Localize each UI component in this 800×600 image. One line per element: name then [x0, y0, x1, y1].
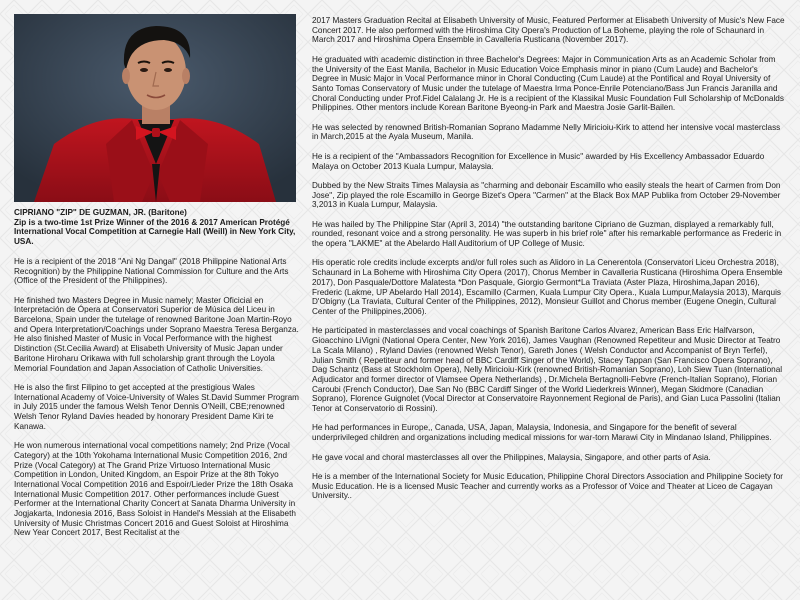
left-column	[14, 208, 300, 596]
bio-paragraph: He is also the first Filipino to get accepted at the prestigious Wales International Academy of Voice-University of Wales St.David Summer Program in July 2015 under the famous Welsh Tenor Dennis O'Neill, CBE;renowned Welsh Tenor Ryland Davies headed by honorary President Dame Kiri te Kanawa.	[14, 382, 300, 431]
bio-paragraph: He gave vocal and choral masterclasses all over the Philippines, Malaysia, Singapore, and other parts of Asia.	[312, 452, 711, 462]
caption	[14, 208, 300, 247]
bio-paragraph: He finished two Masters Degree in Music namely; Master Oficicial en Interpretación de Ópera at Conservatori Superior de Música del Liceu in Barcelona, Spain under the tutelage of renowned Baritone Joan Martin-Royo and Opera Interpretation/Coachings under Soprano Maestra Teresa Berganza. He also finished Master of Music in Vocal Performance with the highest Distinction (St.Cecilia Award) at Elisabeth University of Music Japan under Baritone Hiroharu Orikawa with full scholarship grant through the Loyola Memorial Foundation and Japan Association of Catholic Universities.	[14, 295, 299, 373]
bio-paragraph: 2017 Masters Graduation Recital at Elisabeth University of Music, Featured Performer at Elisabeth University of Music's New Face Concert 2017. He also performed with the Hiroshima City Opera's Production of La Boheme, playing the role of Schaunard in March 2017 and Hiroshima Opera Ensemble in Cavalleria Rusticana (November 2017).	[312, 16, 785, 45]
bio-paragraph: He participated in masterclasses and vocal coachings of Spanish Baritone Carlos Alvarez, American Bass Eric Halfvarson, Gioacchino LiVigni (National Opera Center, New York 2016), James Vaughan (Renowned Repetiteur and Music Director at Teatro La Scala Milano) , Ryland Davies (renowned Welsh Tenor), Gareth Jones ( Welsh Conductor and Accompanist of Bryn Terfel), Julian Smith ( Repetiteur and former head of BBC Cardiff Singer of the World), Stacey Tappan (San Francisco Opera Soprano), Dag Schantz (Bass at Stockholm Opera), Nelly Miricioiu-Kirk (renowned British-Romanian Soprano), Loh Siew Tuan (International Adjudicator and former director of Vlamsee Opera Netherlands) , Dr.Michela Bertagnolli-Febvre (French-Italian Soprano), Florian Caroubi (French Conductor), Dae San No (BBC Cardiff Singer of the World Liederkreis Winner), Megan Skidmore (Canadian Soprano), Florence Guignolet (Vocal Director at Conservatoire Rayonnement Regional de Paris), and Gian Luca Passolini (Italian Tenor at Conservatorio di Rossini).	[312, 326, 783, 414]
bio-paragraph: He was hailed by The Philippine Star (April 3, 2014) "the outstanding baritone Cipriano de Guzman, displayed a remarkably full, rounded, resonant voice and a strong personality. He was superb in his brief role" after his remarkable performance as Frederic in the opera "LAKME" at the Abelardo Hall Auditorium of UP College of Music.	[312, 219, 782, 249]
bio-paragraph: He is a member of the International Society for Music Education, Philippine Choral Directors Association and Philippine Society for Music Education. He is a licensed Music Teacher and currently works as a Professor of Voice and Theater at Liceo de Cagayan University..	[312, 471, 784, 501]
portrait-photo	[14, 14, 296, 202]
performer-name: CIPRIANO "ZIP" DE GUZMAN, JR. (Baritone)	[14, 208, 187, 217]
right-column	[312, 16, 786, 584]
bio-paragraph: Dubbed by the New Straits Times Malaysia as "charming and debonair Escamillo who easily steals the heart of Carmen from Don Jose", Zip played the role Escamillo in George Bizet's Opera "Carmen" at the Black Box MAP Publika from October 29-November 3,2013 in Kuala Lumpur, Malaysia.	[312, 180, 781, 210]
bio-paragraph: His operatic role credits include excerpts and/or full roles such as Alidoro in La Cenerentola (Conservatori Liceu Orchestra 2018), Schaunard in La Boheme with Hiroshima City Opera (2017), Chorus Member in Cavalleria Rusticana (Hiroshima Opera Ensemble 2017), Don Pasquale/Dottore Malatesta *Don Pasquale, Giorgio Germont*La Traviata (Aster Plaza, Hiroshima,Japan 2016), Frederic (Lakme, UP Abelardo Hall 2014), Escamillo (Carmen, Kuala Lumpur City Opera., Kuala Lumpur,Malaysia 2013), Marquis D'Obigny (La Traviata, Cultural Center of the Philippines, 2012), Monsieur Guillot and Chorus member (Eugene Onegin, Cultural Center of the Philippines,2006).	[312, 258, 783, 316]
bio-paragraph: He won numerous international vocal competitions namely; 2nd Prize (Vocal Category) at the 10th Yokohama International Music Competition 2016, 2nd Prize (Vocal Category) at The Grand Prize Virtuoso International Music Competition in London, United Kingdom, an Espoir Prize at the 8th Tokyo International Vocal Competition 2016 and Espoir/Lieder Prize the 18th Osaka International Music Competition 2017. Other performances include Guest Performer at the International Charity Concert at Sanata Dharma University in Jogjakarta, Indonesia 2016, Bass Soloist in Handel's Messiah at the Elisabeth University of Music Christmas Concert 2016 and Guest Soloist at Hiroshima New Year Concert 2017, Best Recitalist at the	[14, 441, 296, 538]
bio-paragraph: He had performances in Europe,, Canada, USA, Japan, Malaysia, Indonesia, and Singapore for the benefit of several underprivileged children and organizations including medical missions for war-torn Marawi City in Mindanao Island, Philippines.	[312, 423, 772, 443]
bio-paragraph: He graduated with academic distinction in three Bachelor's Degrees: Major in Communication Arts as an Academic Scholar from the University of the East Manila, Bachelor in Music Education Voice Emphasis minor in piano (Cum Laude) and Bachelor's Degree in Music Major in Vocal Performance minor in Choral Conducting (Cum Laude) at the Pontifical and Royal University of Santo Tomas Conservatory of Music under the tutelage of Maestra Irma Ponce-Enrile Potenciano/Bass Jun Francis Jaranilla and Choral Conducting under Prof.Fidel Calalang Jr. He is a recipient of the Klassikal Music Foundation Full Scholarship of McDonalds Philippines. Other mentors include Korean Baritone Byeong-in Park and Maestra Josie Garlit-Bailen.	[312, 54, 784, 113]
bio-paragraph: He was selected by renowned British-Romanian Soprano Madamme Nelly Miricioiu-Kirk to attend her intensive vocal masterclass in March,2015 at the Ayala Museum, Manila.	[312, 122, 781, 142]
bio-paragraph: He is a recipient of the 2018 "Ani Ng Dangal" (2018 Philippine National Arts Recognition) by the Philippine National Commission for Culture and the Arts (Office of the President of the Philippines).	[14, 256, 289, 286]
performer-tagline: Zip is a two-time 1st Prize Winner of the 2016 & 2017 American Protégé International Vocal Competition at Carnegie Hall (Weill) in New York City, USA.	[14, 217, 296, 247]
bio-paragraph: He is a recipient of the "Ambassadors Recognition for Excellence in Music" awarded by His Excellency Ambassador Eduardo Malaya on October 2013 Kuala Lumpur, Malaysia.	[312, 151, 765, 171]
